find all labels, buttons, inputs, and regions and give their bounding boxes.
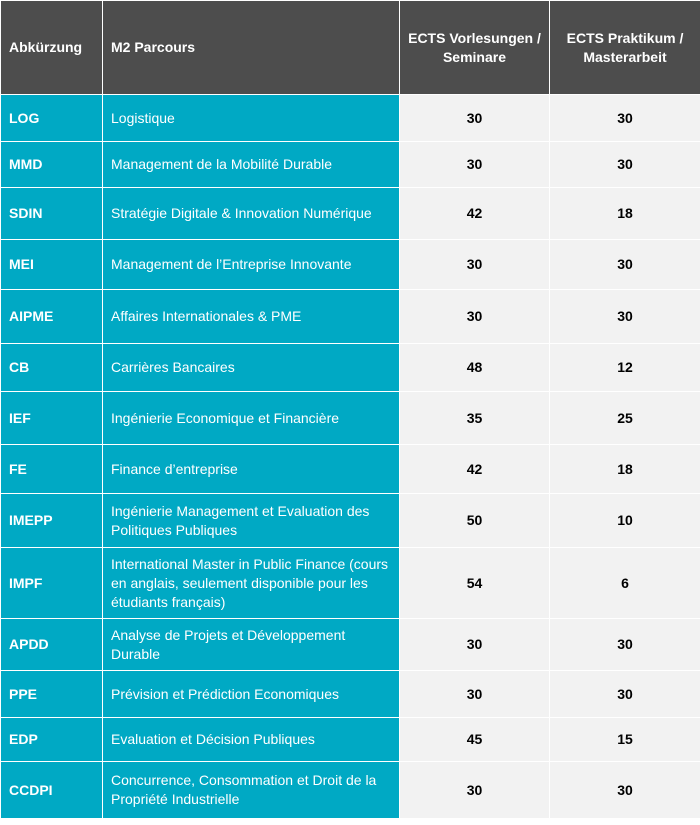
ects-lectures-cell: 30 <box>400 240 550 290</box>
table-row <box>1 494 700 548</box>
parcours-cell: International Master in Public Finance (cours en anglais, seulement disponible pour les étudiants français) <box>103 548 400 619</box>
ects-practical-cell: 30 <box>550 95 700 142</box>
abbr-cell: APDD <box>1 619 103 671</box>
parcours-cell: Stratégie Digitale & Innovation Numérique <box>103 188 400 240</box>
parcours-cell: Finance d’entreprise <box>103 445 400 494</box>
table-row <box>1 142 700 188</box>
table-body <box>1 95 700 819</box>
table-row <box>1 392 700 445</box>
ects-practical-cell: 30 <box>550 142 700 188</box>
abbr-cell: IEF <box>1 392 103 445</box>
ects-lectures-cell: 30 <box>400 671 550 718</box>
table-row <box>1 548 700 619</box>
abbr-cell: IMEPP <box>1 494 103 548</box>
parcours-cell: Ingénierie Economique et Financière <box>103 392 400 445</box>
parcours-cell: Prévision et Prédiction Economiques <box>103 671 400 718</box>
abbr-cell: PPE <box>1 671 103 718</box>
ects-practical-cell: 15 <box>550 718 700 762</box>
table-row <box>1 718 700 762</box>
table-row <box>1 619 700 671</box>
header-ects-practical: ECTS Praktikum / Masterarbeit <box>550 1 700 95</box>
ects-lectures-cell: 50 <box>400 494 550 548</box>
ects-lectures-cell: 30 <box>400 619 550 671</box>
ects-practical-cell: 30 <box>550 762 700 819</box>
ects-lectures-cell: 30 <box>400 142 550 188</box>
ects-practical-cell: 10 <box>550 494 700 548</box>
table-row <box>1 344 700 392</box>
ects-practical-cell: 18 <box>550 445 700 494</box>
ects-practical-cell: 30 <box>550 671 700 718</box>
table-row <box>1 762 700 819</box>
abbr-cell: EDP <box>1 718 103 762</box>
abbr-cell: SDIN <box>1 188 103 240</box>
header-abbr: Abkürzung <box>1 1 103 95</box>
ects-practical-cell: 6 <box>550 548 700 619</box>
abbr-cell: LOG <box>1 95 103 142</box>
ects-lectures-cell: 30 <box>400 290 550 344</box>
abbr-cell: IMPF <box>1 548 103 619</box>
ects-lectures-cell: 42 <box>400 445 550 494</box>
parcours-cell: Evaluation et Décision Publiques <box>103 718 400 762</box>
ects-lectures-cell: 30 <box>400 762 550 819</box>
table-row <box>1 445 700 494</box>
parcours-cell: Management de la Mobilité Durable <box>103 142 400 188</box>
table-row <box>1 671 700 718</box>
ects-lectures-cell: 54 <box>400 548 550 619</box>
abbr-cell: MMD <box>1 142 103 188</box>
ects-lectures-cell: 30 <box>400 95 550 142</box>
parcours-cell: Ingénierie Management et Evaluation des Politiques Publiques <box>103 494 400 548</box>
table-row <box>1 188 700 240</box>
parcours-cell: Logistique <box>103 95 400 142</box>
abbr-cell: CB <box>1 344 103 392</box>
table-row <box>1 240 700 290</box>
header-row <box>1 1 700 95</box>
table-row <box>1 290 700 344</box>
parcours-cell: Carrières Bancaires <box>103 344 400 392</box>
parcours-cell: Affaires Internationales & PME <box>103 290 400 344</box>
parcours-cell: Concurrence, Consommation et Droit de la Propriété Industrielle <box>103 762 400 819</box>
abbr-cell: FE <box>1 445 103 494</box>
ects-practical-cell: 25 <box>550 392 700 445</box>
abbr-cell: CCDPI <box>1 762 103 819</box>
table-header <box>1 1 700 95</box>
ects-practical-cell: 12 <box>550 344 700 392</box>
ects-lectures-cell: 35 <box>400 392 550 445</box>
ects-practical-cell: 30 <box>550 619 700 671</box>
ects-practical-cell: 30 <box>550 290 700 344</box>
abbr-cell: MEI <box>1 240 103 290</box>
header-ects-lectures: ECTS Vorlesungen / Seminare <box>400 1 550 95</box>
parcours-cell: Management de l’Entreprise Innovante <box>103 240 400 290</box>
ects-lectures-cell: 48 <box>400 344 550 392</box>
table-row <box>1 95 700 142</box>
ects-lectures-cell: 42 <box>400 188 550 240</box>
parcours-cell: Analyse de Projets et Développement Durable <box>103 619 400 671</box>
ects-lectures-cell: 45 <box>400 718 550 762</box>
abbr-cell: AIPME <box>1 290 103 344</box>
ects-practical-cell: 30 <box>550 240 700 290</box>
ects-practical-cell: 18 <box>550 188 700 240</box>
header-parcours: M2 Parcours <box>103 1 400 95</box>
